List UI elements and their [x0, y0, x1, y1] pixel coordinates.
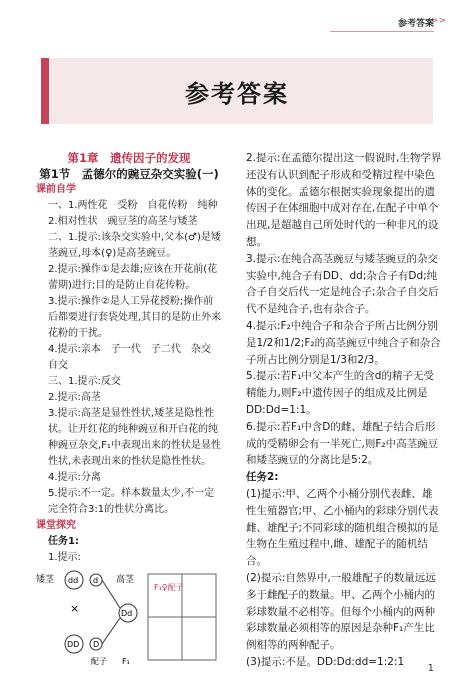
answer-line: 3.提示:操作②是人工异花授粉;操作前后都要进行套袋处理,其目的是防止外来花粉的干扰。 [48, 296, 222, 339]
gamete-label: 配子 [91, 657, 107, 666]
right-column [234, 150, 442, 671]
answer-line: 二、1.提示:该杂交实验中,父本(♂)是矮茎豌豆,母本(♀)是高茎豌豆。 [48, 232, 221, 259]
answer-line: (1)提示:甲、乙两个小桶分别代表雌、雄性生殖器官;甲、乙小桶内的彩球分别代表雌、雄配子;不同彩球的随机组合模拟的是生物在生殖过程中,雌、雄配子的随机结合。 [246, 487, 439, 568]
header-rule [330, 31, 434, 32]
answer-line: 一、1.两性花 受粉 自花传粉 纯种 [48, 200, 218, 211]
gamete-D: D [93, 640, 100, 649]
pre-study-heading: 课前自学 [36, 184, 76, 195]
in-class-heading: 课堂探究 [36, 520, 76, 531]
answer-line: 3.提示:高茎是显性性状,矮茎是隐性性状。让开红花的纯种豌豆和开白花的纯种豌豆杂交,F₁中表现出来的性状是显性性状,未表现出来的性状是隐性性状。 [48, 408, 221, 467]
gene-DD: DD [67, 640, 80, 649]
cross-sign: × [70, 602, 80, 615]
page-number: 1 [427, 663, 434, 674]
answer-line: (2)提示:自然界中,一般雄配子的数量远远多于雌配子的数量。甲、乙两个小桶内的彩球数量不必相等。但每个小桶内的两种彩球数量必须相等的原因是杂种F₁产生比例相等的两种配子。 [246, 571, 436, 652]
answer-line: 2.提示:在孟德尔提出这一假说时,生物学界还没有认识到配子形成和受精过程中染色体的变化。孟德尔根据实验现象提出的遗传因子在体细胞中成对存在,在配子中单个出现,是超越自己所处时代的一种非凡的设想。 [246, 152, 442, 248]
answer-line: 4.提示:F₂中纯合子和杂合子所占比例分别是1/2和1/2;F₂的高茎豌豆中纯合子和杂合子所占比例分别是1/3和2/3。 [246, 319, 441, 366]
header-arrow-icon: >> [430, 16, 446, 26]
f1-gamete-label: F₁♀配子 [154, 583, 184, 592]
answer-line: 3.提示:在纯合高茎豌豆与矮茎豌豆的杂交实验中,纯合子有DD、dd;杂合子有Dd;纯合子自交后代一定是纯合子;杂合子自交后代不是纯合子,也有杂合子。 [246, 252, 439, 316]
chapter-heading: 第1章 遗传因子的发现 [67, 151, 191, 165]
f1-label: F₁ [122, 657, 130, 666]
answer-line: 4.提示:亲本 子一代 子二代 杂交 自交 [48, 344, 221, 371]
cross-diagram-svg [36, 568, 222, 668]
running-header: 参考答案 [397, 19, 434, 29]
label-tall: 高茎 [116, 575, 135, 585]
section-heading: 第1节 孟德尔的豌豆杂交实验(一) [39, 167, 219, 181]
gamete-d: d [93, 576, 99, 585]
answer-line: (3)提示:不是。DD:Dd:dd=1:2:1 [246, 655, 405, 668]
answer-line: 2.相对性状 豌豆茎的高茎与矮茎 [48, 216, 198, 227]
answer-line: 2.提示:操作①是去雄;应该在开花前(花蕾期)进行;目的是防止自花传粉。 [48, 264, 218, 291]
answer-line: 5.提示:若F₁中父本产生的含d的精子无受精能力,则F₂中遗传因子的组成及比例是DD:Dd=1:1。 [246, 370, 434, 416]
answer-line: 6.提示:若F₁中含D的雌、雄配子结合后形成的受精卵会有一半死亡,则F₂中高茎豌豆和矮茎豌豆的分离比是5:2。 [246, 420, 439, 467]
label-short: 矮茎 [36, 575, 55, 585]
task2-heading: 任务2: [246, 471, 279, 484]
page-title: 参考答案 [185, 79, 289, 108]
arrow-line [102, 618, 120, 644]
gene-dd: dd [68, 576, 79, 585]
gene-Dd: Dd [121, 609, 133, 618]
answer-line: 4.提示:分离 [48, 472, 101, 483]
answer-line: 三、1.提示:反交 [48, 376, 121, 387]
left-column [36, 150, 222, 668]
cross-diagram [36, 568, 222, 668]
task1-hint: 1.提示: [48, 552, 81, 563]
answer-line: 5.提示:不一定。样本数量太少,不一定完全符合3:1的性状分离比。 [48, 488, 215, 515]
answer-line: 2.提示:高茎 [48, 392, 101, 403]
task1-heading: 任务1: [48, 536, 79, 547]
